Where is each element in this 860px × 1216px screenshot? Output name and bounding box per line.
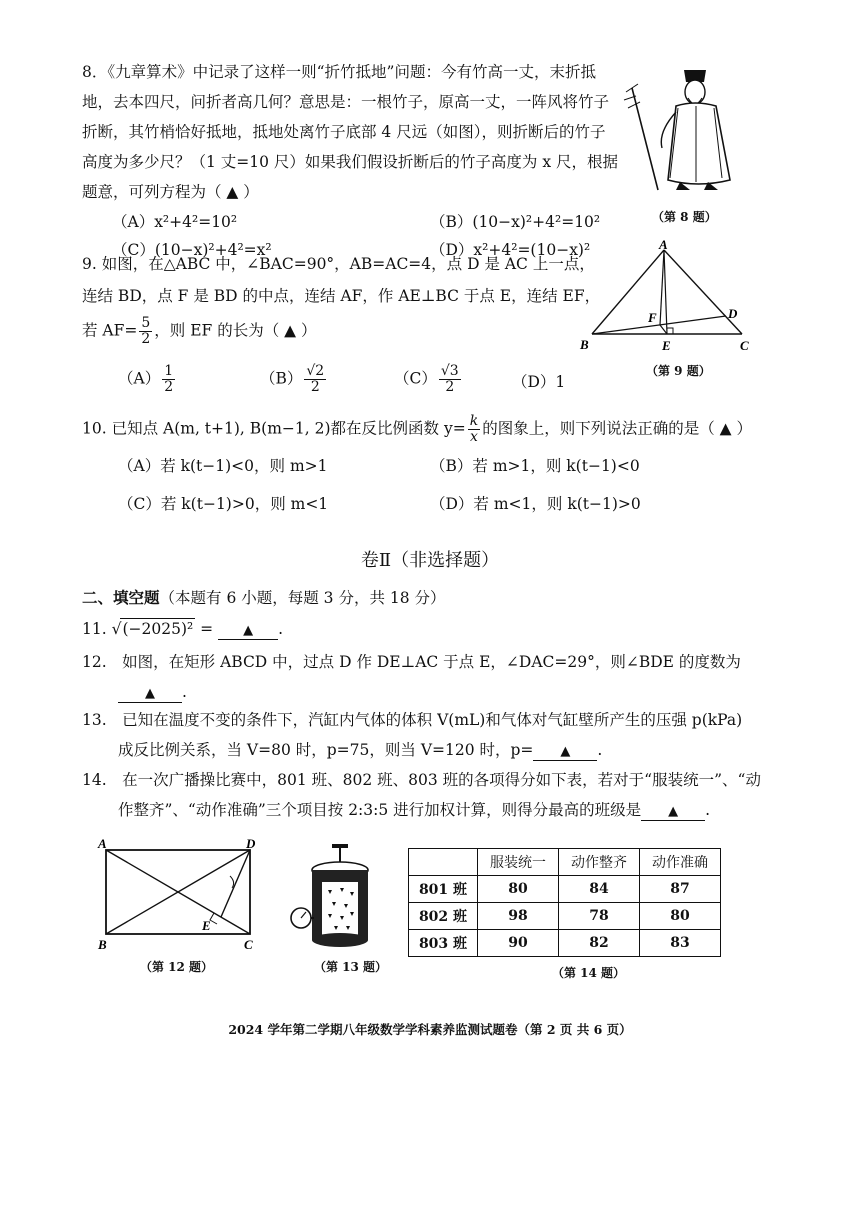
q11 (82, 618, 283, 640)
table-cell: 80 (640, 903, 721, 930)
q8-option-c: （C）(10−x)²+4²=x² (112, 241, 272, 259)
q9-option-b-fraction (304, 364, 326, 395)
q14-end: . (705, 801, 711, 819)
table-cell-class: 801 班 (409, 876, 478, 903)
q13-answer-blank[interactable]: ▲ (533, 744, 597, 761)
q8-line-4: 高度为多少尺？（1 丈=10 尺）如果我们假设折断后的竹子高度为 x 尺，根据 (82, 153, 619, 171)
table-header-cell: 动作整齐 (559, 849, 640, 876)
q9-segment-ef (660, 325, 667, 334)
q9-af-numerator: 5 (141, 315, 151, 331)
q9-line-1: 9. 如图，在△ABC 中，∠BAC=90°，AB=AC=4，点 D 是 AC 上一点， (82, 255, 595, 273)
section-2-header (82, 588, 446, 608)
q14-answer-blank[interactable]: ▲ (641, 804, 705, 821)
table-header-cell (409, 849, 478, 876)
q10-fraction-denominator: x (469, 429, 478, 445)
q13-line-1: 13. 已知在温度不变的条件下，汽缸内气体的体积 V(mL)和气体对气缸壁所产生的压强 p(kPa) (82, 711, 743, 729)
q9-option-c-denominator: 2 (445, 379, 455, 395)
q13-cylinder-figure (288, 842, 384, 952)
table-cell: 78 (559, 903, 640, 930)
q10-function-fraction (468, 414, 480, 445)
table-cell: 84 (559, 876, 640, 903)
page-footer: 2024 学年第二学期八年级数学学科素养监测试题卷（第 2 页 共 6 页） (228, 1022, 632, 1037)
q12-label-e: E (202, 918, 211, 933)
q10-fraction-numerator: k (469, 413, 479, 429)
q9-line-3-prefix: 若 AF= (82, 321, 138, 340)
q9-label-a: A (659, 238, 668, 252)
table-header-row (409, 849, 721, 876)
q10-option-a: （A）若 k(t−1)<0，则 m>1 (118, 457, 328, 475)
q8-option-d: （D）x²+4²=(10−x)² (430, 241, 591, 259)
q8-line-5: 题意，可列方程为（ ▲ ） (82, 183, 259, 201)
q9-af-denominator: 2 (141, 331, 151, 347)
q8-line-2: 地，去本四尺，问折者高几何？意思是：一根竹子，原高一丈，一阵风将竹子 (82, 93, 610, 111)
q14-line-1: 14. 在一次广播操比赛中，801 班、802 班、803 班的各项得分如下表，若对于“服装统一”、“动 (82, 771, 761, 789)
q9-segment-ae (664, 250, 667, 334)
q9-right-angle-mark (667, 328, 673, 334)
q9-label-e: E (662, 338, 671, 353)
q13-piston-handle (332, 844, 348, 848)
q9-option-b-numerator: √2 (306, 363, 325, 379)
q8-scholar-figure (618, 62, 738, 197)
q10-option-c: （C）若 k(t−1)>0，则 m<1 (118, 495, 329, 513)
q9-label-d: D (728, 306, 738, 321)
q9-option-a-numerator: 1 (164, 363, 174, 379)
q9-line-3-suffix: ，则 EF 的长为（ ▲ ） (154, 321, 317, 340)
table-cell: 82 (559, 930, 640, 957)
q9-option-c-label: （C） (394, 369, 437, 388)
q12-label-d: D (246, 836, 256, 851)
q10-option-b: （B）若 m>1，则 k(t−1)<0 (430, 457, 640, 475)
table-cell: 87 (640, 876, 721, 903)
q9-side-ac (664, 250, 742, 334)
q9-af-fraction (139, 316, 152, 347)
q8-line-1: 8．《九章算术》中记录了这样一则“折竹抵地”问题：今有竹高一丈，末折抵 (82, 63, 596, 81)
q12-angle-arc (230, 876, 234, 888)
table-cell-class: 803 班 (409, 930, 478, 957)
q9-option-a (118, 364, 177, 395)
q9-option-a-denominator: 2 (164, 379, 174, 395)
q13-line-2-text: 成反比例关系，当 V=80 时，p=75，则当 V=120 时，p= (118, 741, 534, 759)
q11-answer-blank[interactable]: ▲ (218, 623, 278, 640)
table-cell: 90 (478, 930, 559, 957)
q13-cylinder-bottom (312, 933, 368, 947)
q14-line-2 (118, 800, 710, 821)
q9-line-3 (82, 316, 317, 347)
table-cell-class: 802 班 (409, 903, 478, 930)
q10-line-1 (82, 414, 752, 445)
q9-option-a-fraction (162, 364, 175, 395)
q13-line-2 (118, 740, 602, 761)
q12-label-a: A (98, 836, 107, 851)
table-header-cell: 动作准确 (640, 849, 721, 876)
q9-segment-af (660, 250, 664, 325)
q12-line-2 (118, 682, 187, 703)
q13-end: . (597, 741, 603, 759)
q11-label: 11. (82, 620, 107, 638)
table-cell: 80 (478, 876, 559, 903)
q12-segment-de (221, 850, 250, 917)
q9-caption: （第 9 题） (646, 364, 711, 378)
q9-label-f: F (648, 310, 657, 325)
table-cell: 83 (640, 930, 721, 957)
table-row (409, 930, 721, 957)
q9-label-b: B (580, 337, 589, 352)
q9-option-b (260, 364, 328, 395)
q9-option-b-label: （B） (260, 369, 303, 388)
q12-caption: （第 12 题） (140, 960, 214, 974)
q9-option-a-label: （A） (118, 369, 161, 388)
q9-option-c-numerator: √3 (440, 363, 459, 379)
q12-rectangle-figure (94, 836, 270, 954)
q8-option-b: （B）(10−x)²+4²=10² (430, 213, 601, 231)
table-header-cell: 服装统一 (478, 849, 559, 876)
q9-option-d: （D）1 (512, 373, 566, 391)
q8-caption: （第 8 题） (652, 210, 717, 224)
q13-cylinder-window (322, 882, 358, 936)
table-cell: 98 (478, 903, 559, 930)
q12-answer-blank[interactable]: ▲ (118, 686, 182, 703)
q11-radicand: (−2025)² (122, 620, 194, 638)
q9-option-c (394, 364, 463, 395)
q12-end: . (182, 683, 187, 701)
section-2-header-detail: （本题有 6 小题，每题 3 分，共 18 分） (159, 589, 446, 607)
q9-option-c-fraction (439, 364, 461, 395)
q8-line-3: 折断，其竹梢恰好抵地，抵地处离竹子底部 4 尺远（如图），则折断后的竹子 (82, 123, 606, 141)
table-row (409, 903, 721, 930)
q12-line-1: 12. 如图，在矩形 ABCD 中，过点 D 作 DE⊥AC 于点 E，∠DAC=29°，则∠BDE 的度数为 (82, 653, 741, 671)
q10-option-d: （D）若 m<1，则 k(t−1)>0 (430, 495, 641, 513)
q9-line-2: 连结 BD，点 F 是 BD 的中点，连结 AF，作 AE⊥BC 于点 E，连结 EF， (82, 287, 601, 305)
radical-sign-icon: √ (111, 620, 122, 638)
q14-line-2-text: 作整齐”、“动作准确”三个项目按 2:3:5 进行加权计算，则得分最高的班级是 (118, 801, 642, 819)
q9-segment-bd (592, 316, 726, 334)
q9-option-b-denominator: 2 (310, 379, 320, 395)
q10-line-1-suffix: 的图象上，则下列说法正确的是（ ▲ ） (482, 419, 752, 438)
q9-triangle-figure (578, 238, 760, 358)
q12-label-b: B (98, 937, 107, 952)
table-row (409, 876, 721, 903)
q11-equals: = (200, 620, 214, 638)
q14-score-table (408, 848, 721, 957)
q13-caption: （第 13 题） (314, 960, 388, 974)
section-2-title: 卷Ⅱ（非选择题） (360, 550, 500, 571)
q9-label-c: C (740, 338, 749, 353)
q12-label-c: C (244, 937, 253, 952)
q10-line-1-prefix: 10. 已知点 A(m, t+1), B(m−1, 2)都在反比例函数 y= (82, 419, 466, 438)
section-2-header-label: 二、填空题 (82, 588, 160, 607)
q11-end: . (278, 620, 284, 638)
q8-option-a: （A）x²+4²=10² (112, 213, 238, 231)
q14-caption: （第 14 题） (552, 966, 626, 980)
